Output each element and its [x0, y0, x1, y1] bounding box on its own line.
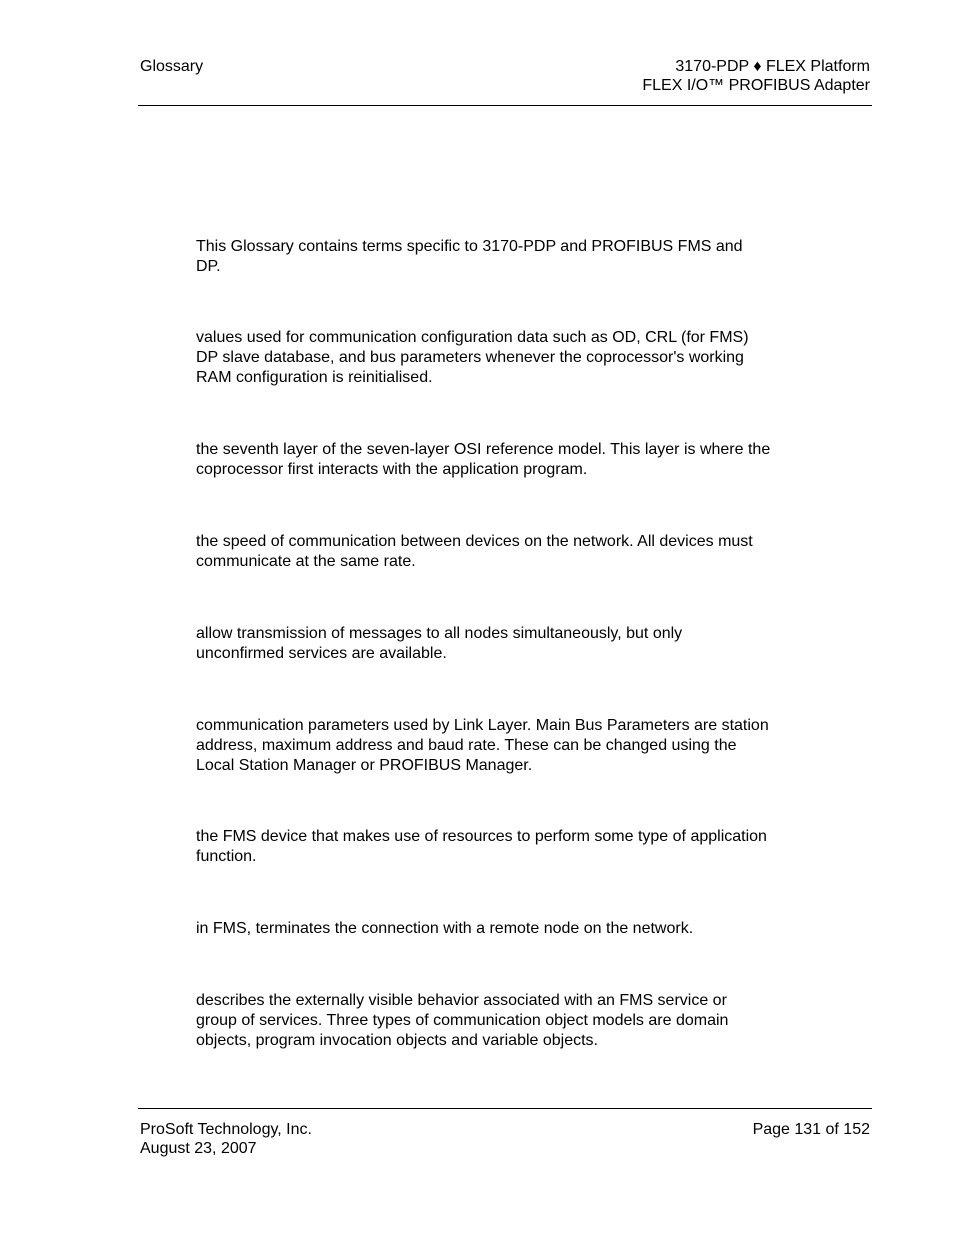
entry-line: allow transmission of messages to all nodes simultaneously, but only [196, 625, 683, 642]
header-product-line2: FLEX I/O™ PROFIBUS Adapter [642, 77, 870, 94]
entry-line: address, maximum address and baud rate. These can be changed using the [196, 737, 737, 754]
entry-line: objects, program invocation objects and variable objects. [196, 1032, 598, 1049]
entry-line: communicate at the same rate. [196, 553, 416, 570]
footer-page-number: Page 131 of 152 [752, 1121, 870, 1138]
glossary-entry [196, 716, 821, 776]
entry-line: the speed of communication between devices on the network. All devices must [196, 533, 753, 550]
header-divider [138, 105, 872, 106]
entry-line: the seventh layer of the seven-layer OSI reference model. This layer is where the [196, 441, 771, 458]
entry-line: values used for communication configuration data such as OD, CRL (for FMS) [196, 329, 749, 346]
entry-line: DP slave database, and bus parameters whenever the coprocessor's working [196, 349, 744, 366]
glossary-entry [196, 440, 821, 480]
header-product [642, 57, 870, 95]
footer-company-info [140, 1120, 312, 1158]
glossary-entry [196, 328, 821, 388]
entry-line: Local Station Manager or PROFIBUS Manager. [196, 757, 533, 774]
glossary-entry [196, 532, 821, 572]
entry-line: coprocessor first interacts with the application program. [196, 461, 588, 478]
glossary-entry [196, 919, 821, 939]
footer-company: ProSoft Technology, Inc. [140, 1121, 312, 1138]
entry-line: describes the externally visible behavior associated with an FMS service or [196, 992, 727, 1009]
entry-line: This Glossary contains terms specific to 3170-PDP and PROFIBUS FMS and [196, 238, 743, 255]
entry-line: group of services. Three types of communication object models are domain [196, 1012, 729, 1029]
entry-line: the FMS device that makes use of resources to perform some type of application [196, 828, 767, 845]
glossary-entry [196, 624, 821, 664]
entry-line: communication parameters used by Link Layer. Main Bus Parameters are station [196, 717, 769, 734]
entry-line: function. [196, 848, 257, 865]
entry-line: DP. [196, 258, 221, 275]
glossary-entry [196, 827, 821, 867]
entry-line: RAM configuration is reinitialised. [196, 369, 433, 386]
entry-line: in FMS, terminates the connection with a remote node on the network. [196, 920, 694, 937]
glossary-entry [196, 991, 821, 1051]
header-product-line1: 3170-PDP ♦ FLEX Platform [675, 58, 870, 75]
glossary-intro [196, 237, 821, 277]
footer-date: August 23, 2007 [140, 1140, 257, 1157]
header-section-title: Glossary [140, 58, 204, 75]
entry-line: unconfirmed services are available. [196, 645, 447, 662]
footer-divider [138, 1108, 872, 1109]
